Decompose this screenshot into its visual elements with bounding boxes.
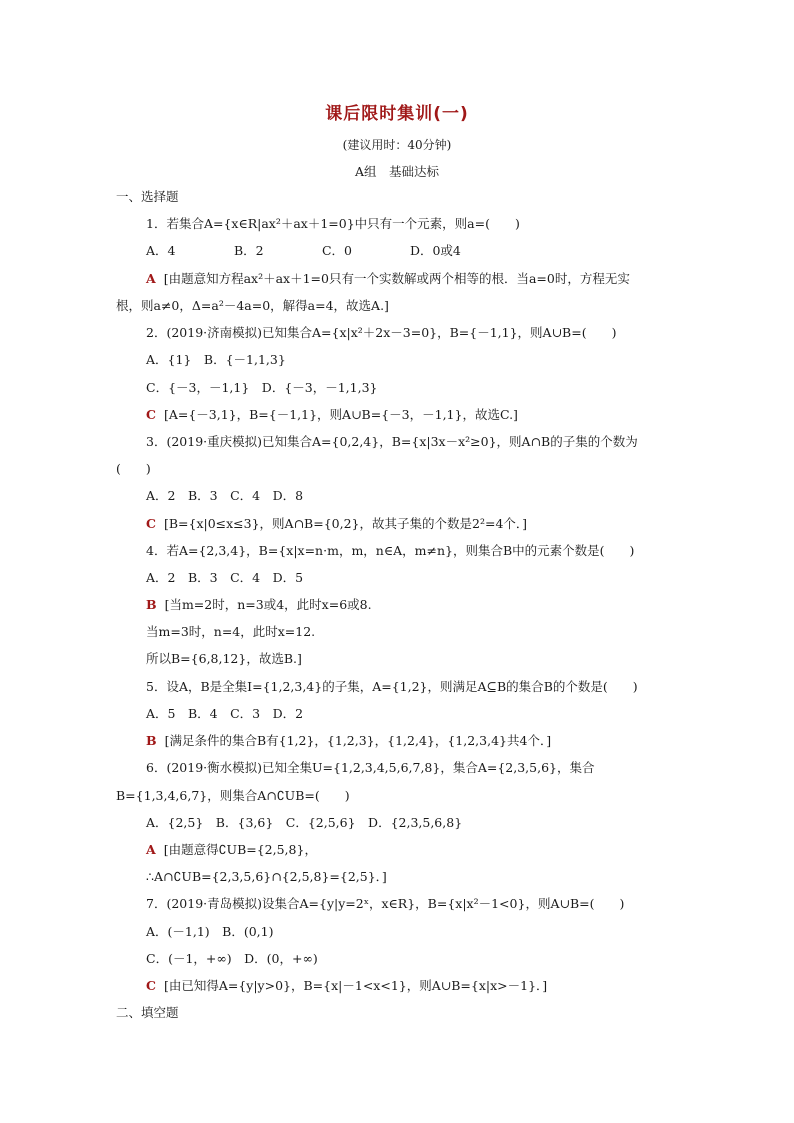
answer-3: [146, 516, 527, 532]
answer-7: [146, 978, 547, 994]
question-2-options-row2: C．{－3，－1,1} D．{－3，－1,1,3}: [146, 380, 378, 395]
question-1: 1．若集合A={x∈R|ax²＋ax＋1=0}中只有一个元素，则a=( ): [146, 216, 520, 231]
question-2-options-row1: A．{1} B．{－1,1,3}: [146, 352, 286, 367]
answer-1-continued: 根，则a≠0，Δ=a²－4a=0，解得a=4，故选A.]: [116, 298, 389, 313]
answer-4-line3: 所以B={6,8,12}，故选B.]: [146, 651, 302, 666]
answer-6-line2: ∴A∩∁UB={2,3,5,6}∩{2,5,8}={2,5}．]: [146, 869, 387, 884]
page-title: 课后限时集训(一): [325, 104, 469, 124]
explanation: [满足条件的集合B有{1,2}，{1,2,3}，{1,2,4}，{1,2,3,4}共4个．]: [164, 733, 552, 748]
question-6-options: A．{2,5} B．{3,6} C．{2,5,6} D．{2,3,5,6,8}: [146, 815, 463, 830]
explanation: [当m=2时，n=3或4，此时x=6或8.: [164, 597, 372, 612]
answer-letter: A: [146, 842, 156, 857]
explanation: [A={－3,1}，B={－1,1}，则A∪B={－3，－1,1}，故选C.]: [163, 407, 518, 422]
suggested-time: (建议用时：40分钟): [342, 138, 452, 152]
answer-letter: A: [146, 271, 156, 286]
answer-letter: C: [146, 516, 156, 531]
option: B．2: [233, 243, 264, 258]
answer-letter: B: [146, 597, 157, 612]
question-3: 3．(2019·重庆模拟)已知集合A={0,2,4}，B={x|3x－x²≥0}，则A∩B的子集的个数为: [146, 434, 638, 449]
answer-4-line2: 当m=3时，n=4，此时x=12.: [146, 624, 316, 639]
question-7: 7．(2019·青岛模拟)设集合A={y|y=2ˣ，x∈R}，B={x|x²－1<0}，则A∪B=( ): [146, 896, 625, 911]
group-heading: A组 基础达标: [354, 164, 440, 179]
question-6: 6．(2019·衡水模拟)已知全集U={1,2,3,4,5,6,7,8}，集合A={2,3,5,6}，集合: [146, 760, 595, 775]
answer-letter: C: [146, 407, 156, 422]
question-7-options-row2: C．(－1，+∞) D．(0，+∞): [146, 951, 318, 966]
answer-6: [146, 842, 317, 858]
option: A．4: [146, 243, 176, 258]
option: D．0或4: [409, 243, 461, 258]
option: C．0: [321, 243, 352, 258]
answer-letter: C: [146, 978, 156, 993]
question-3-continued: ( ): [116, 461, 151, 476]
answer-5: [146, 733, 551, 749]
question-5-options: A．5 B．4 C．3 D．2: [146, 706, 304, 721]
answer-4: [146, 597, 372, 613]
section-heading-fill: 二、填空题: [116, 1005, 179, 1020]
explanation: [由已知得A={y|y>0}，B={x|－1<x<1}，则A∪B={x|x>－1}．]: [163, 978, 548, 993]
question-5: 5．设A，B是全集I={1,2,3,4}的子集，A={1,2}，则满足A⊆B的集合B的个数是( ): [146, 679, 638, 694]
answer-1: [146, 271, 630, 287]
question-2: 2．(2019·济南模拟)已知集合A={x|x²＋2x－3=0}，B={－1,1}，则A∪B=( ): [146, 325, 617, 340]
question-4-options: A．2 B．3 C．4 D．5: [146, 570, 304, 585]
answer-2: [146, 407, 518, 423]
explanation: [B={x|0≤x≤3}，则A∩B={0,2}，故其子集的个数是2²=4个．]: [163, 516, 528, 531]
explanation: [由题意得∁UB={2,5,8}，: [163, 842, 317, 857]
explanation: [由题意知方程ax²＋ax＋1=0只有一个实数解或两个相等的根．当a=0时，方程无实: [163, 271, 630, 286]
question-1-options: [146, 243, 461, 259]
question-3-options: A．2 B．3 C．4 D．8: [146, 488, 304, 503]
question-7-options-row1: A．(－1,1) B．(0,1): [146, 924, 274, 939]
question-4: 4．若A={2,3,4}，B={x|x=n·m，m，n∈A，m≠n}，则集合B中的元素个数是( ): [146, 543, 635, 558]
answer-letter: B: [146, 733, 157, 748]
section-heading-choice: 一、选择题: [116, 189, 179, 204]
question-6-continued: B={1,3,4,6,7}，则集合A∩∁UB=( ): [116, 788, 350, 803]
